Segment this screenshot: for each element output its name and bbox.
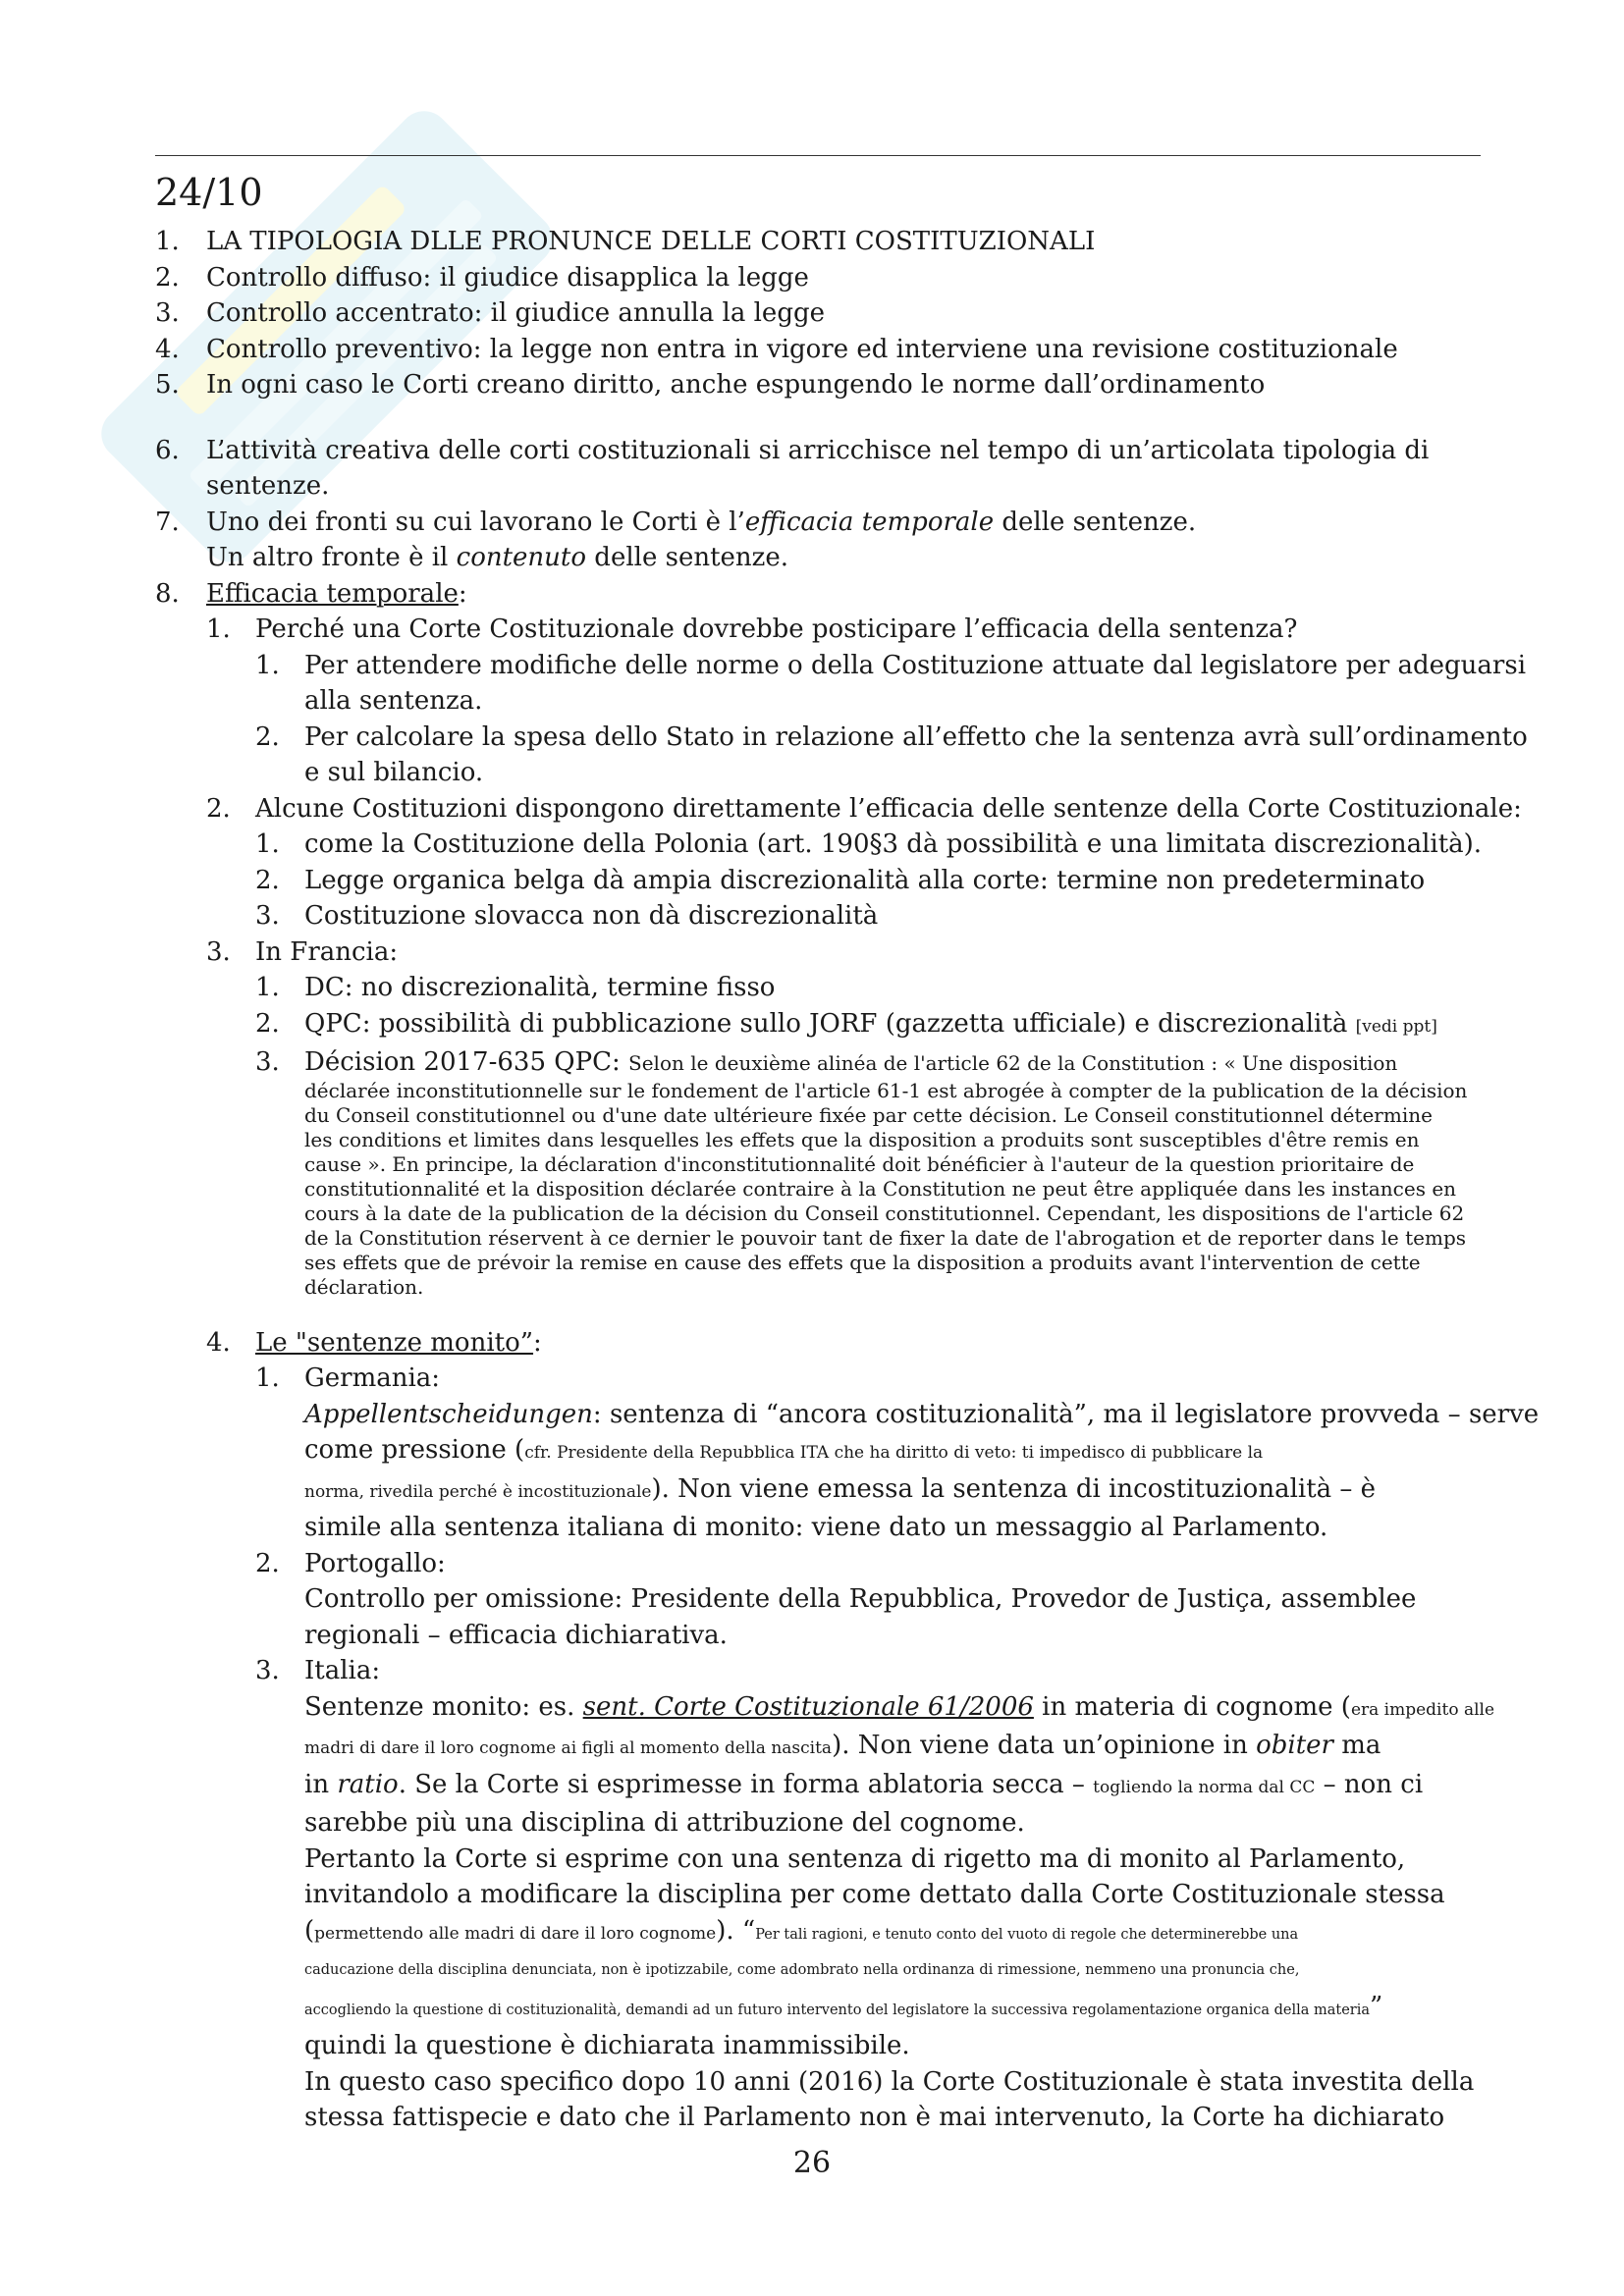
quote-line: constitutionnalité et la disposition déclarée contraire à la Constitution ne peut être appliquée dans les instances en [304, 1176, 1457, 1201]
list-item: 1. LA TIPOLOGIA DLLE PRONUNCE DELLE CORTI COSTITUZIONALI [155, 227, 1096, 256]
sub-item: 3. In Francia: [206, 936, 399, 967]
sub-item: 2. Alcune Costituzioni dispongono direttamente l’efficacia delle sentenze della Corte Costituzionale: [206, 793, 1522, 824]
quoted-decision [155, 1079, 1481, 1300]
list-item: 4. Controllo preventivo: la legge non entra in vigore ed interviene una revisione costituzionale [155, 334, 1398, 364]
list-item: 3. Controllo accentrato: il giudice annulla la legge [155, 298, 825, 328]
sub-sub-item: 1. Germania: [255, 1363, 441, 1393]
header-rule [155, 155, 1481, 156]
sub-sub-item-quote: 3. Décision 2017-635 QPC: Selon le deuxième alinéa de l'article 62 de la Constitution : « Une disposition [255, 1047, 1398, 1077]
quote-line: les conditions et limites dans lesquelles les effets que la disposition a produits sont susceptibles d'être remis en [304, 1127, 1420, 1151]
quote-line: accogliendo la questione di costituzionalità, demandi ad un futuro intervento del legislatore la successiva regolamentazione organica della materia” [304, 1991, 1383, 2021]
list-item: 2. Controllo diffuso: il giudice disapplica la legge [155, 262, 809, 293]
sub-sub-item-cont: alla sentenza. [304, 686, 483, 716]
quote-line: du Conseil constitutionnel ou d'une date ultérieure fixée par cette décision. Le Conseil constitutionnel détermine [304, 1102, 1433, 1127]
paragraph-line: (permettendo alle madri di dare il loro cognome). “Per tali ragioni, e tenuto conto del vuoto di regole che determinerebbe una [304, 1915, 1299, 1946]
paragraph-line: Controllo per omissione: Presidente della Repubblica, Provedor de Justiça, assemblee [304, 1584, 1417, 1614]
quote-line: cause ». En principe, la déclaration d'inconstitutionnalité doit bénéficier à l'auteur de la question prioritaire de [304, 1151, 1415, 1176]
page-date: 24/10 [155, 171, 263, 214]
list-item-7: 7. Uno dei fronti su cui lavorano le Corti è l’efficacia temporale delle sentenze. [155, 507, 1197, 537]
sub-sub-item: 3. Costituzione slovacca non dà discrezionalità [255, 901, 879, 931]
paragraph-line: come pressione (cfr. Presidente della Repubblica ITA che ha diritto di veto: ti impedisco di pubblicare la [304, 1435, 1264, 1465]
paragraph-line: Appellentscheidungen: sentenza di “ancora costituzionalità”, ma il legislatore provveda – serve [304, 1399, 1540, 1429]
sub-sub-item: 2. Per calcolare la spesa dello Stato in relazione all’effetto che la sentenza avrà sull’ordinamento [255, 721, 1528, 752]
sub-sub-item: 1. come la Costituzione della Polonia (art. 190§3 dà possibilità e una limitata discrezionalità). [255, 829, 1483, 859]
paragraph-line: Sentenze monito: es. sent. Corte Costituzionale 61/2006 in materia di cognome (era impedito alle [304, 1691, 1495, 1722]
paragraph-line: In questo caso specifico dopo 10 anni (2016) la Corte Costituzionale è stata investita della [304, 2066, 1475, 2097]
paragraph-line: madri di dare il loro cognome ai figli al momento della nascita). Non viene data un’opinione in obiter ma [304, 1731, 1381, 1760]
sub-sub-item: 2. QPC: possibilità di pubblicazione sullo JORF (gazzetta ufficiale) e discrezionalità [vedi ppt] [255, 1008, 1437, 1039]
sub-sub-item: 2. Legge organica belga dà ampia discrezionalità alla corte: termine non predeterminato [255, 865, 1426, 895]
ppt-note: [vedi ppt] [1355, 1016, 1437, 1037]
paragraph-line: in ratio. Se la Corte si esprimesse in forma ablatoria secca – togliendo la norma dal CC – non ci [304, 1769, 1424, 1799]
sub-item: 1. Perché una Corte Costituzionale dovrebbe posticipare l’efficacia della sentenza? [206, 614, 1298, 644]
quote-line: déclaration. [304, 1274, 424, 1299]
quote-line: de la Constitution réservent à ce dernier le pouvoir tant de fixer la date de l'abrogation et de reporter dans le temps [304, 1225, 1467, 1250]
quote-line: cours à la date de la publication de la décision du Conseil constitutionnel. Cependant, les dispositions de l'article 62 [304, 1201, 1465, 1225]
paragraph-line: sarebbe più una disciplina di attribuzione del cognome. [304, 1808, 1025, 1838]
document-body [155, 163, 1540, 2136]
paragraph-line: regionali – efficacia dichiarativa. [304, 1620, 728, 1650]
paragraph-line: Pertanto la Corte si esprime con una sentenza di rigetto ma di monito al Parlamento, [304, 1843, 1406, 1874]
sub-sub-item-cont: e sul bilancio. [304, 758, 484, 787]
sub-sub-item: 1. Per attendere modifiche delle norme o della Costituzione attuate dal legislatore per adeguarsi [255, 650, 1527, 680]
quote-line: ses effets que de prévoir la remise en cause des effets que la disposition a produits avant l'intervention de cette [304, 1250, 1421, 1274]
page-number: 26 [792, 2146, 832, 2180]
sub-sub-item: 1. DC: no discrezionalità, termine fisso [255, 973, 776, 1002]
sub-sub-item: 2. Portogallo: [255, 1548, 446, 1578]
list-item-8: 8. Efficacia temporale: [155, 578, 467, 609]
paragraph-line: simile alla sentenza italiana di monito: viene dato un messaggio al Parlamento. [304, 1513, 1328, 1542]
list-item: 5. In ogni caso le Corti creano diritto, anche espungendo le norme dall’ordinamento [155, 370, 1266, 400]
sub-sub-item: 3. Italia: [255, 1656, 381, 1685]
quote-line: déclarée inconstitutionnelle sur le fondement de l'article 61-1 est abrogée à compter de la publication de la décision [304, 1078, 1468, 1102]
paragraph-line: stessa fattispecie e dato che il Parlamento non è mai intervenuto, la Corte ha dichiarato [304, 2103, 1445, 2132]
list-item-6-cont: sentenze. [206, 471, 330, 501]
paragraph-line: invitandolo a modificare la disciplina per come dettato dalla Corte Costituzionale stessa [304, 1880, 1445, 1909]
paragraph-line: norma, rivedila perché è incostituzionale). Non viene emessa la sentenza di incostituzionalità – è [304, 1473, 1377, 1504]
list-item-6: 6. L’attività creativa delle corti costituzionali si arricchisce nel tempo di un’articolata tipologia di [155, 435, 1430, 465]
paragraph-line: quindi la questione è dichiarata inammissibile. [304, 2031, 910, 2060]
quote-line: caducazione della disciplina denunciata, non è ipotizzabile, come adombrato nella ordinanza di rimessione, nemmeno una pronuncia che, [304, 1962, 1300, 1978]
sub-item: 4. Le "sentenze monito”: [206, 1327, 542, 1358]
list-item-7-cont: Un altro fronte è il contenuto delle sentenze. [206, 543, 789, 572]
